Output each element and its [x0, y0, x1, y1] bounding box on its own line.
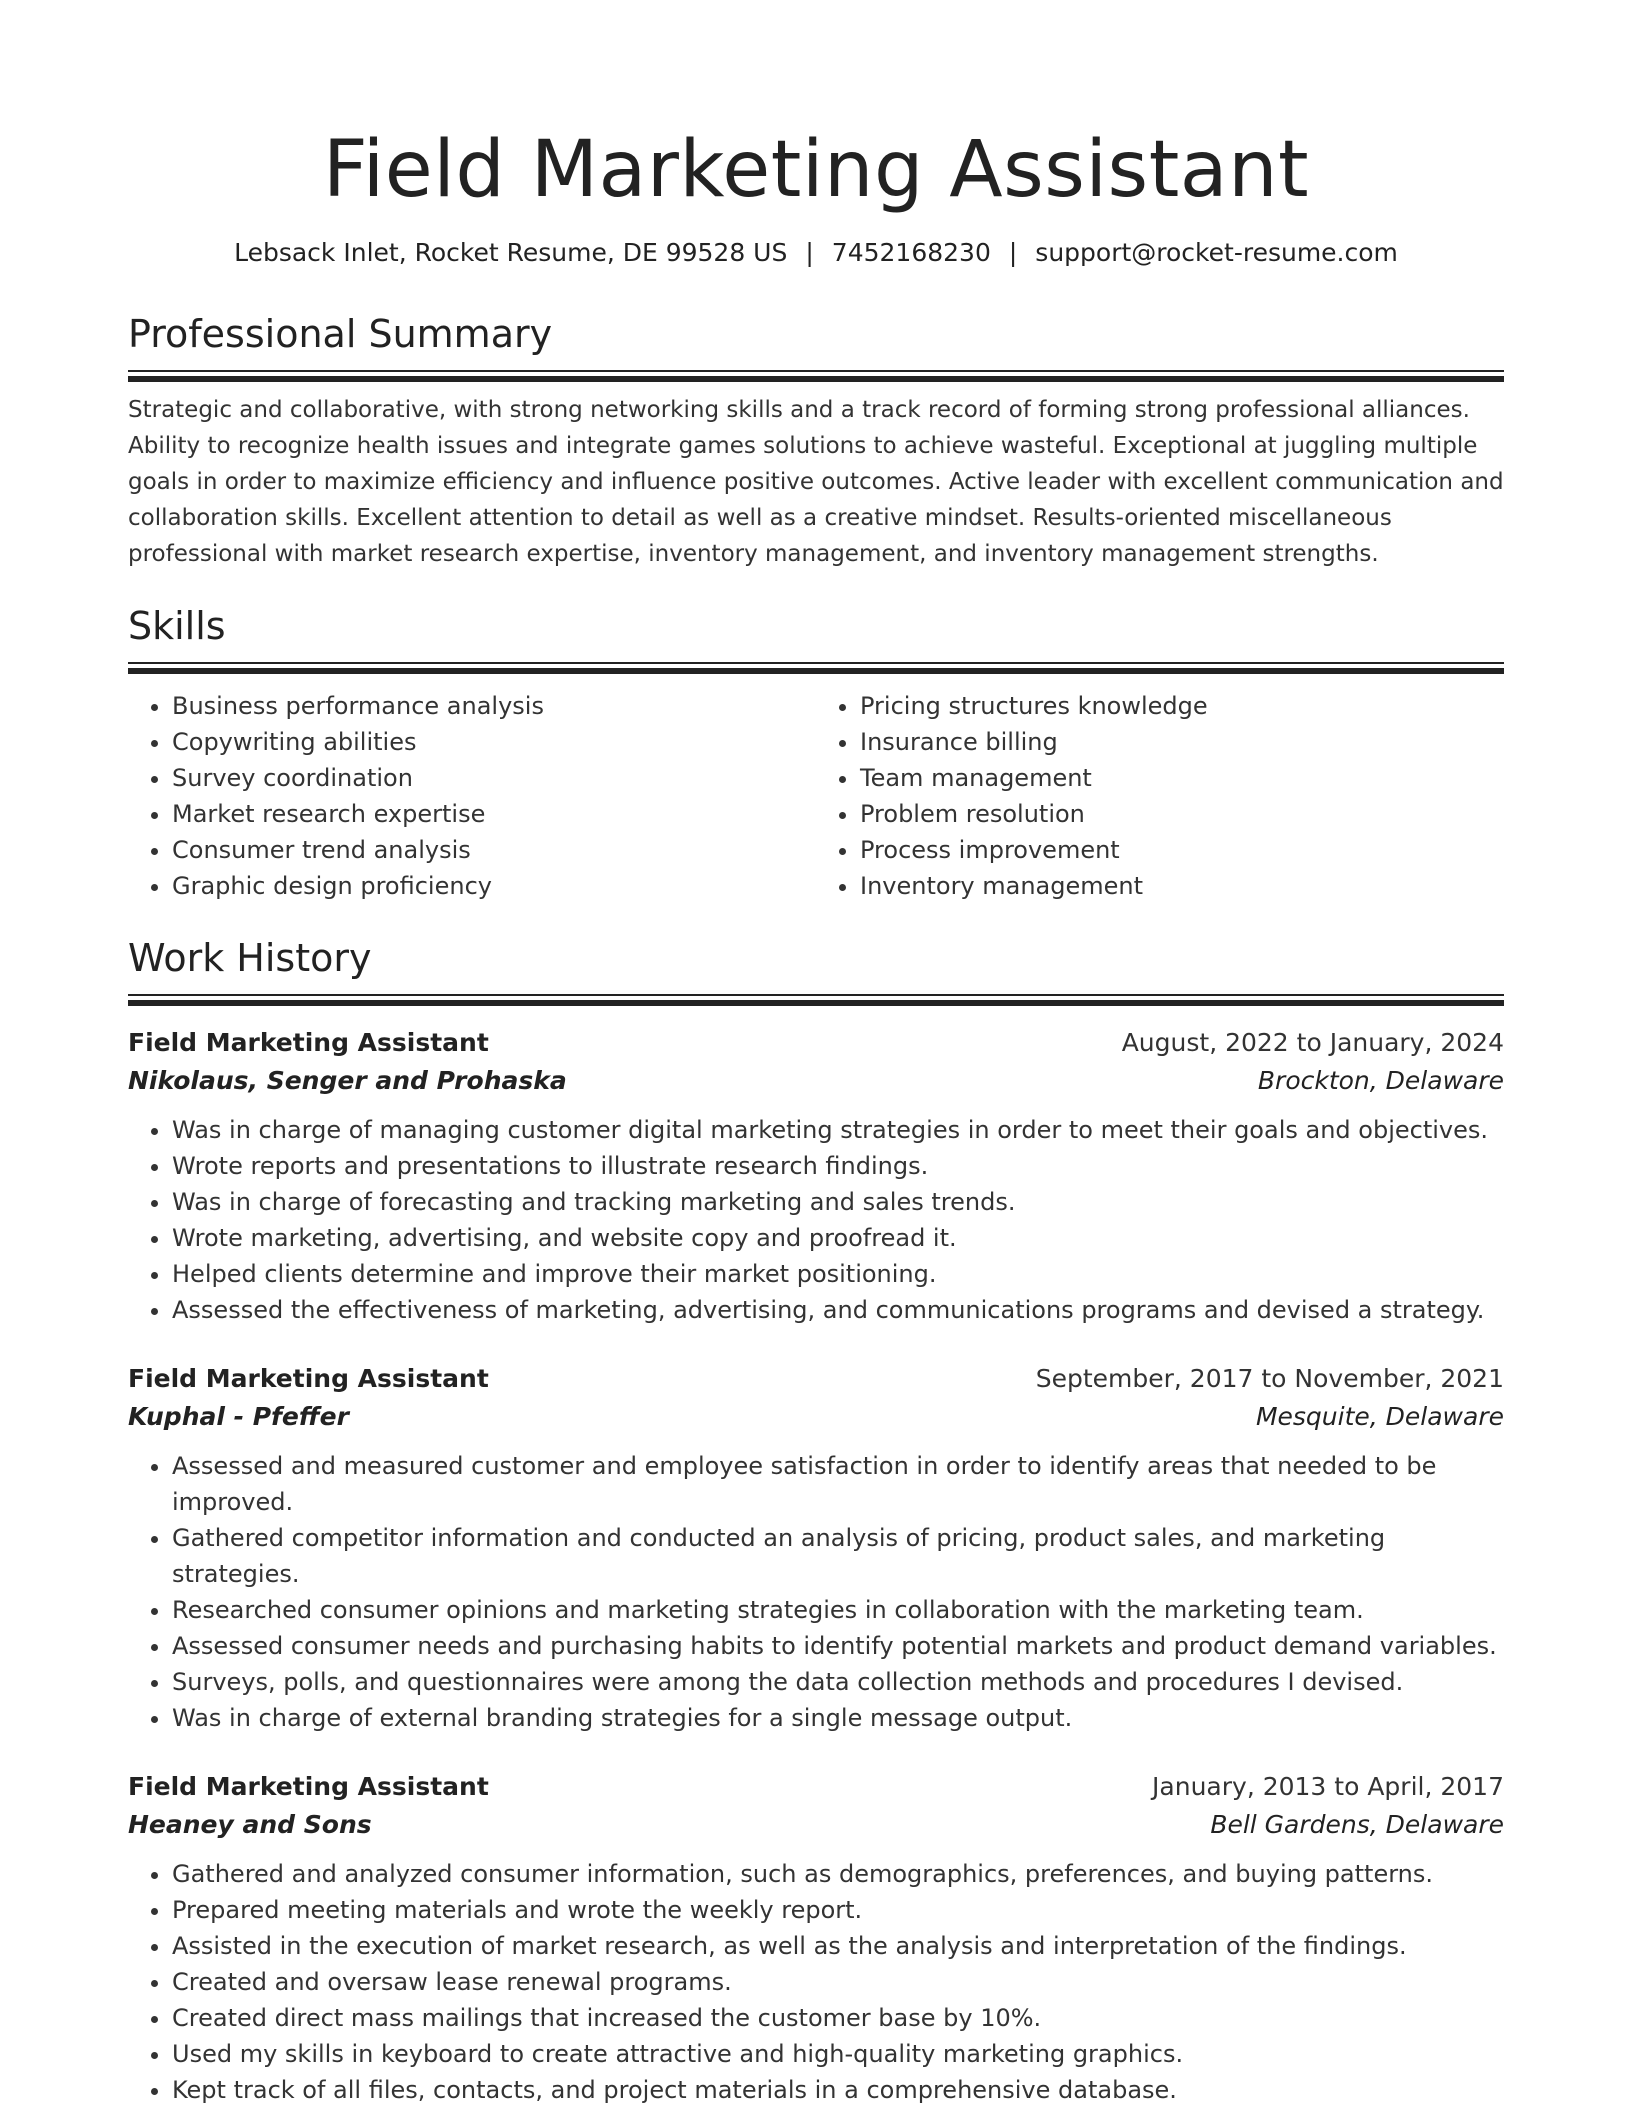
skills-columns	[128, 688, 1504, 904]
section-divider	[128, 662, 1504, 674]
job-bullet: • Assessed the effectiveness of marketing, advertising, and communications programs and devised a strategy.	[172, 1292, 1504, 1328]
job-header-row	[128, 1768, 1504, 1806]
job-bullet: • Kept track of all files, contacts, and project materials in a comprehensive database.	[172, 2072, 1504, 2108]
job-bullet: • Was in charge of external branding strategies for a single message output.	[172, 1700, 1504, 1736]
job-location: Bell Gardens, Delaware	[1210, 1810, 1504, 1839]
job-dates: January, 2013 to April, 2017	[1152, 1772, 1504, 1801]
skills-list-right	[816, 688, 1504, 904]
job-header-row	[128, 1360, 1504, 1398]
job-bullet: • Assessed consumer needs and purchasing habits to identify potential markets and product demand variables.	[172, 1628, 1504, 1664]
section-title-work-history: Work History	[128, 936, 372, 980]
job-company-row	[128, 1062, 1504, 1100]
skill-item: • Copywriting abilities	[172, 724, 816, 760]
skills-list-left	[128, 688, 816, 904]
skills-section	[128, 602, 1504, 904]
summary-text: Strategic and collaborative, with strong networking skills and a track record of forming strong professional alliances. Ability to recognize health issues and integrate games solutions to achieve wasteful. Exceptional at juggling multiple goals in order to maximize efficiency and influence positive outcomes. Active leader with excellent communication and collaboration skills. Excellent attention to detail as well as a creative mindset. Results-oriented miscellaneous professional with market research expertise, inventory management, and inventory management strengths.	[128, 397, 1504, 567]
job-bullets	[128, 1112, 1504, 1328]
job-bullet: • Helped clients determine and improve their market positioning.	[172, 1256, 1504, 1292]
skill-item: • Problem resolution	[860, 796, 1504, 832]
skill-item: • Team management	[860, 760, 1504, 796]
job-bullet: • Assessed and measured customer and employee satisfaction in order to identify areas that needed to be improved.	[172, 1448, 1504, 1520]
job-bullet: • Surveys, polls, and questionnaires were among the data collection methods and procedures I devised.	[172, 1664, 1504, 1700]
job-location: Mesquite, Delaware	[1255, 1402, 1504, 1431]
section-divider	[128, 370, 1504, 382]
job-header-row	[128, 1024, 1504, 1062]
job-location: Brockton, Delaware	[1257, 1066, 1504, 1095]
job-bullet: • Was in charge of managing customer digital marketing strategies in order to meet their goals and objectives.	[172, 1112, 1504, 1148]
skill-item: • Consumer trend analysis	[172, 832, 816, 868]
skill-item: • Insurance billing	[860, 724, 1504, 760]
job-bullet: • Researched consumer opinions and marketing strategies in collaboration with the marketing team.	[172, 1592, 1504, 1628]
job-bullets	[128, 1856, 1504, 2108]
job-company: Nikolaus, Senger and Prohaska	[128, 1066, 567, 1095]
job-company-row	[128, 1398, 1504, 1436]
section-title-summary: Professional Summary	[128, 312, 553, 356]
job-entry	[128, 1360, 1504, 1736]
skill-item: • Survey coordination	[172, 760, 816, 796]
skill-item: • Inventory management	[860, 868, 1504, 904]
job-company: Kuphal - Pfeffer	[128, 1402, 349, 1431]
skill-item: • Business performance analysis	[172, 688, 816, 724]
contact-address: Lebsack Inlet, Rocket Resume, DE 99528 US	[234, 238, 788, 267]
section-title-skills: Skills	[128, 604, 226, 648]
skill-item: • Market research expertise	[172, 796, 816, 832]
job-bullet: • Assisted in the execution of market research, as well as the analysis and interpretation of the findings.	[172, 1928, 1504, 1964]
job-bullet: • Was in charge of forecasting and tracking marketing and sales trends.	[172, 1184, 1504, 1220]
job-dates: September, 2017 to November, 2021	[1035, 1364, 1504, 1393]
contact-email: support@rocket-resume.com	[1035, 238, 1398, 267]
skill-item: • Graphic design proficiency	[172, 868, 816, 904]
job-company-row	[128, 1806, 1504, 1844]
contact-phone: 7452168230	[831, 238, 991, 267]
contact-separator: |	[805, 238, 814, 267]
job-bullet: • Gathered and analyzed consumer information, such as demographics, preferences, and buying patterns.	[172, 1856, 1504, 1892]
skill-item: • Process improvement	[860, 832, 1504, 868]
job-bullet: • Used my skills in keyboard to create attractive and high-quality marketing graphics.	[172, 2036, 1504, 2072]
job-bullet: • Created direct mass mailings that increased the customer base by 10%.	[172, 2000, 1504, 2036]
section-divider	[128, 994, 1504, 1006]
job-bullet: • Wrote reports and presentations to illustrate research findings.	[172, 1148, 1504, 1184]
job-title: Field Marketing Assistant	[128, 1772, 489, 1801]
resume-name: Field Marketing Assistant	[322, 125, 1310, 215]
job-bullet: • Gathered competitor information and conducted an analysis of pricing, product sales, and marketing strategies.	[172, 1520, 1504, 1592]
job-bullets	[128, 1448, 1504, 1736]
contact-line	[128, 236, 1504, 270]
contact-separator: |	[1008, 238, 1018, 267]
work-history-section	[128, 934, 1504, 2108]
job-title: Field Marketing Assistant	[128, 1364, 489, 1393]
job-bullet: • Wrote marketing, advertising, and website copy and proofread it.	[172, 1220, 1504, 1256]
job-company: Heaney and Sons	[128, 1810, 372, 1839]
job-title: Field Marketing Assistant	[128, 1028, 489, 1057]
job-entry	[128, 1768, 1504, 2108]
job-dates: August, 2022 to January, 2024	[1121, 1028, 1504, 1057]
job-entry	[128, 1024, 1504, 1328]
job-bullet: • Created and oversaw lease renewal programs.	[172, 1964, 1504, 2000]
skill-item: • Pricing structures knowledge	[860, 688, 1504, 724]
summary-section	[128, 310, 1504, 572]
job-bullet: • Prepared meeting materials and wrote the weekly report.	[172, 1892, 1504, 1928]
